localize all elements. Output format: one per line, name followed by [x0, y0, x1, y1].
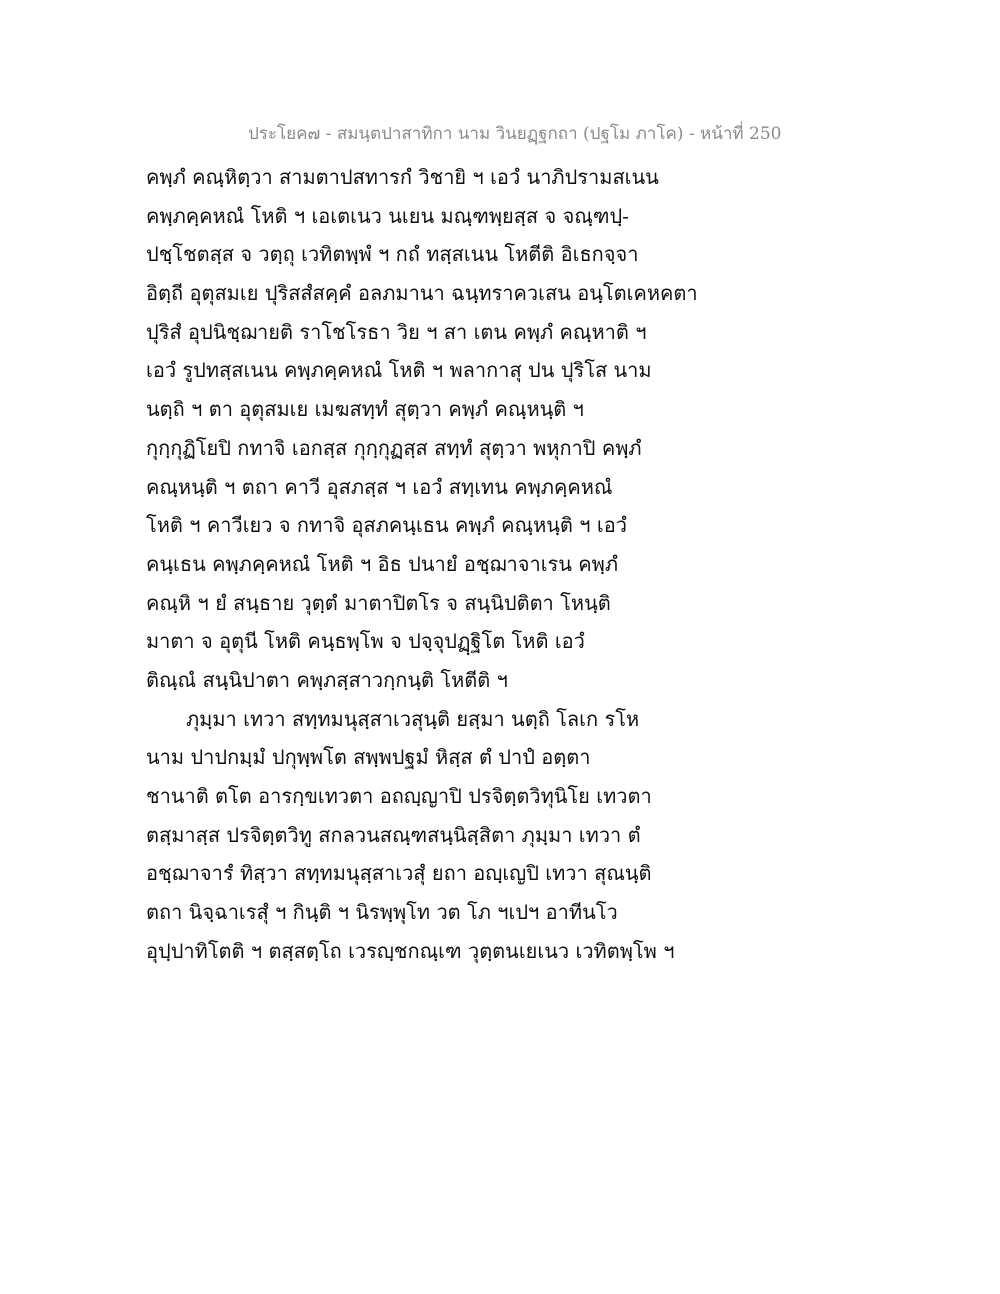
text-line: นตฺถิ ฯ ตา อุตุสมเย เมฆสทฺทํ สุตฺวา คพฺภํ คณฺหนฺติ ฯ — [146, 397, 584, 422]
paragraph-2 — [146, 700, 866, 971]
text-line: ภุมฺมา เทวา สทฺทมนุสฺสาเวสุนฺติ ยสฺมา นตฺถิ โลเก รโห — [186, 706, 640, 731]
text-line: โหติ ฯ คาวีเยว จ กทาจิ อุสภคนฺเธน คพฺภํ คณฺหนฺติ ฯ เอวํ — [146, 513, 627, 538]
text-line: นาม ปาปกมฺมํ ปกุพฺพโต สพฺพปฐมํ หิสฺส ตํ ปาปํ อตฺตา — [146, 745, 591, 770]
text-line: เอวํ รูปทสฺสเนน คพฺภคฺคหณํ โหติ ฯ พลากาสุ ปน ปุริโส นาม — [146, 358, 652, 383]
paragraph-1 — [146, 158, 866, 700]
text-line: อิตฺถี อุตุสมเย ปุริสสํสคฺคํ อลภมานา ฉนฺทราควเสน อนฺโตเคหคตา — [146, 281, 698, 306]
text-line: ปชฺโชตสฺส จ วตฺถุ เวทิตพฺพํ ฯ กถํ ทสฺสเนน โหตีติ อิเธกจฺจา — [146, 242, 639, 267]
text-line: มาตา จ อุตุนี โหติ คนฺธพฺโพ จ ปจฺจุปฏฺฐิโต โหติ เอวํ — [146, 629, 585, 654]
text-line: คพฺภํ คณฺหิตฺวา สามตาปสทารกํ วิชายิ ฯ เอวํ นาภิปรามสเนน — [146, 165, 659, 189]
text-line: คณฺหนฺติ ฯ ตถา คาวี อุสภสฺส ฯ เอวํ สทฺเทน คพฺภคฺคหณํ — [146, 474, 613, 499]
text-line: คณฺหิ ฯ ยํ สนฺธาย วุตฺตํ มาตาปิตโร จ สนฺนิปติตา โหนฺติ — [146, 590, 611, 615]
running-header: ประโยค๗ - สมนฺตปาสาทิกา นาม วินยฏฺฐกถา (ปฐโม ภาโค) - หน้าที่ 250 — [248, 124, 782, 144]
text-line: ตสฺมาสฺส ปรจิตฺตวิทู สกลวนสณฺฑสนฺนิสฺสิตา ภุมฺมา เทวา ตํ — [146, 822, 641, 847]
text-line: ติณฺณํ สนฺนิปาตา คพฺภสฺสาวกฺกนฺติ โหตีติ ฯ — [146, 667, 508, 692]
text-line: ชานาติ ตโต อารกฺขเทวตา อถญฺญาปิ ปรจิตฺตวิทุนิโย เทวตา — [146, 784, 652, 808]
text-line: กุกฺกุฏิโยปิ กทาจิ เอกสฺส กุกฺกุฏสฺส สทฺทํ สุตฺวา พหุกาปิ คพฺภํ — [146, 435, 642, 460]
text-line: ตถา นิจฺฉาเรสุํ ฯ กินฺติ ฯ นิรพฺพุโท วต โภ ฯเปฯ อาทีนโว — [146, 900, 618, 925]
text-line: คนฺเธน คพฺภคฺคหณํ โหติ ฯ อิธ ปนายํ อชฺฌาจาเรน คพฺภํ — [146, 551, 619, 576]
text-line: คพฺภคฺคหณํ โหติ ฯ เอเตเนว นเยน มณฺฑพฺยสฺส จ จณฺฑปฺ- — [146, 203, 629, 228]
text-line: ปุริสํ อุปนิชฺฌายติ ราโชโรธา วิย ฯ สา เตน คพฺภํ คณฺหาติ ฯ — [146, 319, 647, 344]
body-text — [146, 158, 866, 970]
text-line: อชฺฌาจารํ ทิสฺวา สทฺทมนุสฺสาเวสุํ ยถา อญฺเญปิ เทวา สุณนฺติ — [146, 861, 652, 886]
text-line: อุปฺปาทิโตติ ฯ ตสฺสตฺโถ เวรญฺชกณฺเฑ วุตฺตนเยเนว เวทิตพฺโพ ฯ — [146, 938, 675, 963]
